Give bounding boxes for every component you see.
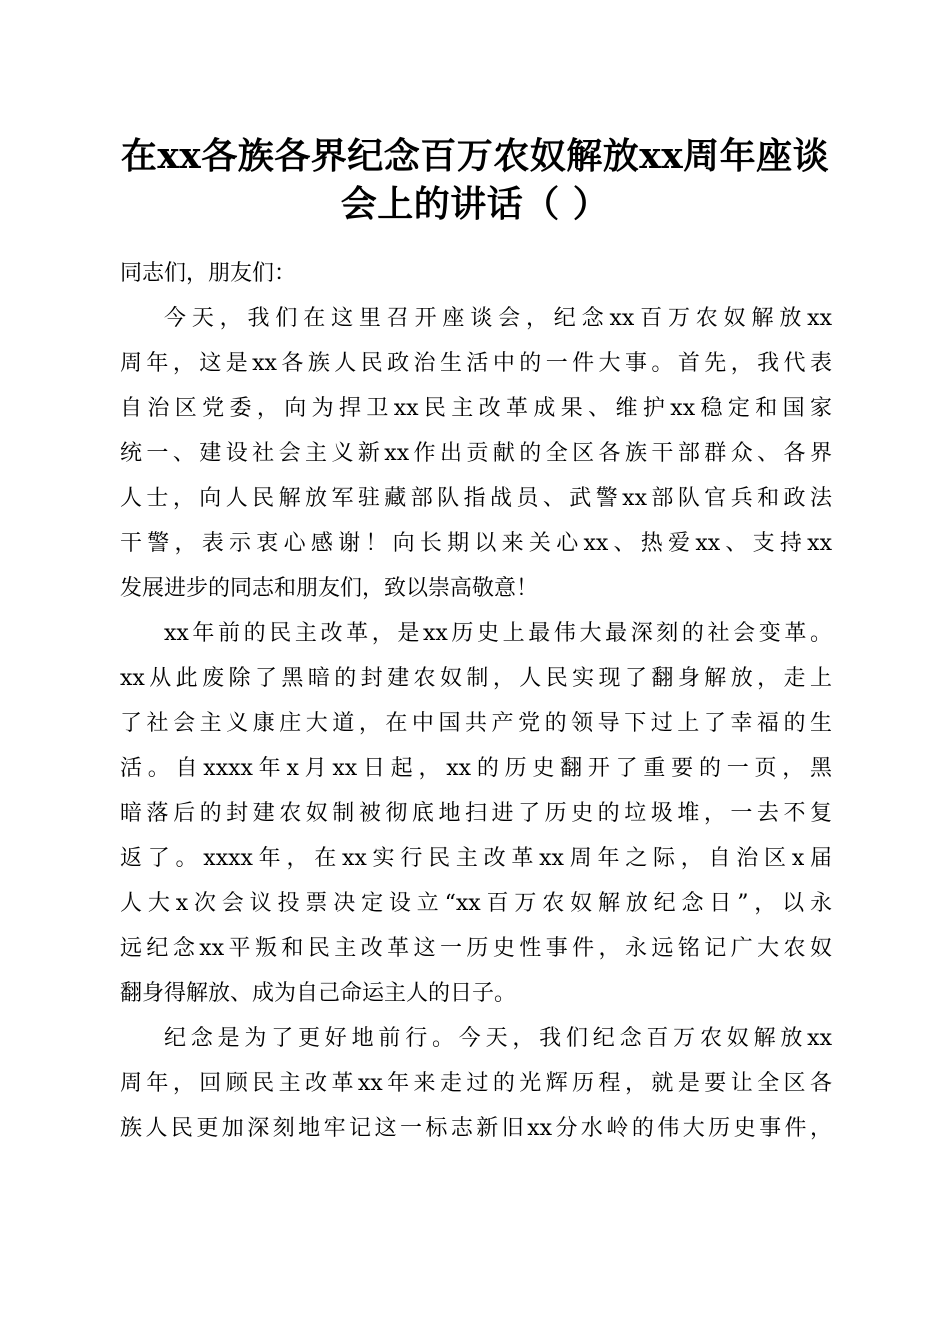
paragraph-line: 暗落后的封建农奴制被彻底地扫进了历史的垃圾堆，一去不复 <box>120 801 832 826</box>
paragraph-3 <box>120 1016 832 1151</box>
paragraph-line: 活。自xxxx年x月xx日起，xx的历史翻开了重要的一页，黑 <box>120 756 832 781</box>
paragraph-line: 今天，我们在这里召开座谈会，纪念xx百万农奴解放xx <box>164 306 832 331</box>
title-line-1: 在xx各族各界纪念百万农奴解放xx周年座谈 <box>120 135 830 177</box>
paragraph-2 <box>120 611 832 1016</box>
paragraph-line: 周年，这是xx各族人民政治生活中的一件大事。首先，我代表 <box>120 351 832 376</box>
paragraph-line: 发展进步的同志和朋友们，致以崇高敬意！ <box>120 576 539 601</box>
paragraph-line: 统一、建设社会主义新xx作出贡献的全区各族干部群众、各界 <box>120 441 832 466</box>
greeting: 同志们，朋友们： <box>120 261 297 286</box>
paragraph-line: 远纪念xx平叛和民主改革这一历史性事件，永远铭记广大农奴 <box>120 936 832 961</box>
paragraph-line: xx从此废除了黑暗的封建农奴制，人民实现了翻身解放，走上 <box>120 666 832 691</box>
paragraph-line: 周年，回顾民主改革xx年来走过的光辉历程，就是要让全区各 <box>120 1071 832 1096</box>
paragraph-line: 翻身得解放、成为自己命运主人的日子。 <box>120 981 517 1006</box>
paragraph-line: 自治区党委，向为捍卫xx民主改革成果、维护xx稳定和国家 <box>120 396 832 421</box>
document-title <box>100 132 850 228</box>
paragraph-line: 返了。xxxx年，在xx实行民主改革xx周年之际，自治区x届 <box>120 846 832 871</box>
document-body <box>120 251 832 1151</box>
paragraph-line: 了社会主义康庄大道，在中国共产党的领导下过上了幸福的生 <box>120 711 832 736</box>
title-line-2: 会上的讲话（ ） <box>340 183 610 225</box>
paragraph-line: 人士，向人民解放军驻藏部队指战员、武警xx部队官兵和政法 <box>120 486 832 511</box>
paragraph-1 <box>120 296 832 611</box>
paragraph-line: 纪念是为了更好地前行。今天，我们纪念百万农奴解放xx <box>164 1026 832 1051</box>
paragraph-line: xx年前的民主改革，是xx历史上最伟大最深刻的社会变革。 <box>164 621 832 646</box>
paragraph-line: 人大x次会议投票决定设立“xx百万农奴解放纪念日”，以永 <box>120 891 832 916</box>
paragraph-line: 族人民更加深刻地牢记这一标志新旧xx分水岭的伟大历史事件， <box>120 1116 832 1141</box>
paragraph-line: 干警，表示衷心感谢！向长期以来关心xx、热爱xx、支持xx <box>120 531 832 556</box>
